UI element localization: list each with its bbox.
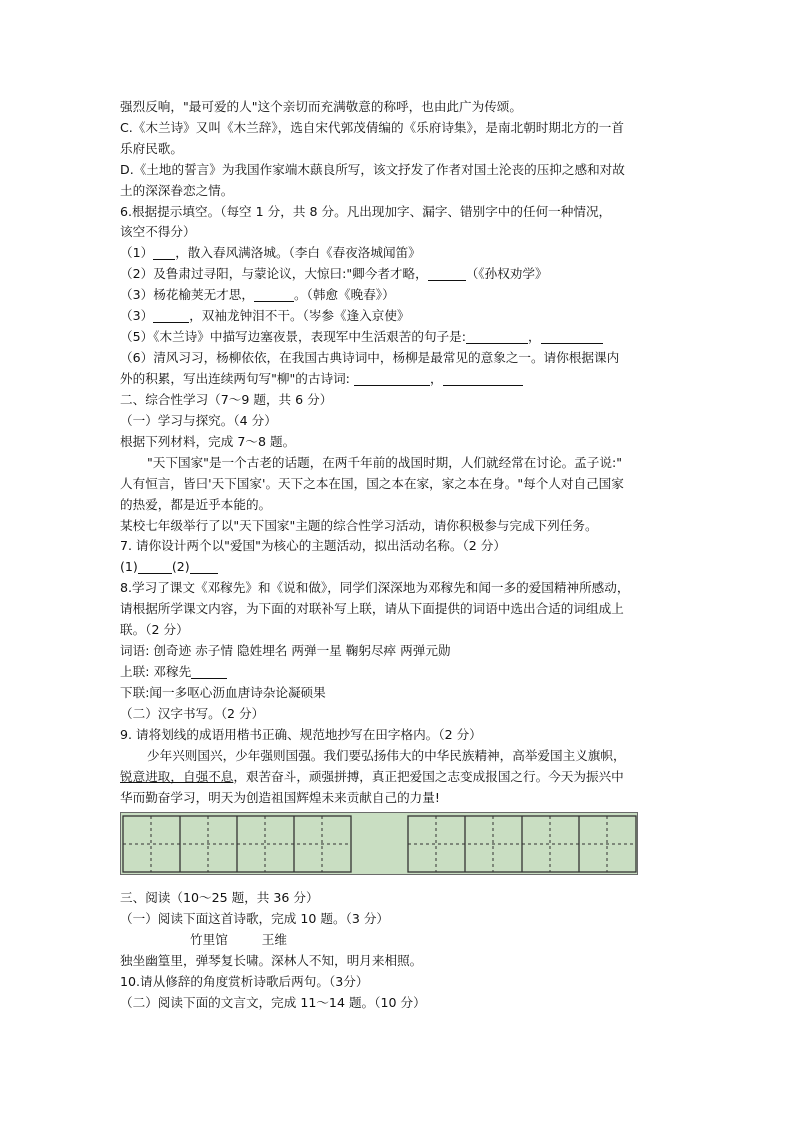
question-10-title: 10.请从修辞的角度赏析诗歌后两句。（3分） bbox=[120, 974, 369, 989]
answer-blank[interactable] bbox=[443, 371, 523, 386]
poem-text: 独坐幽篁里，弹琴复长啸。深林人不知，明月来相照。 bbox=[120, 953, 423, 968]
fill-item-2: （2）及鲁肃过寻阳，与蒙论议，大惊曰:"卿今者才略， （《孙权劝学》 bbox=[120, 266, 548, 281]
section-2-heading: 二、综合性学习（7～9 题，共 6 分） bbox=[120, 392, 333, 407]
text-line: 联。（2 分） bbox=[120, 622, 189, 637]
text-line: 强烈反响，"最可爱的人"这个亲切而充满敬意的称呼，也由此广为传颂。 bbox=[120, 99, 522, 114]
answer-blank[interactable] bbox=[428, 266, 466, 281]
poem-title-line bbox=[120, 930, 680, 950]
text-line: D.《土地的誓言》为我国作家端木蕻良所写，该文抒发了作者对国土沦丧的压抑之感和对故 bbox=[120, 162, 625, 177]
subsection-heading: （一）阅读下面这首诗歌，完成 10 题。（3 分） bbox=[120, 911, 390, 926]
couplet-upper: 上联: 邓稼先 bbox=[120, 662, 680, 682]
text-line: C.《木兰诗》又叫《木兰辞》，选自宋代郭茂倩编的《乐府诗集》，是南北朝时期北方的一首 bbox=[120, 120, 624, 135]
text-line: 的热爱，都是近乎本能的。 bbox=[120, 497, 272, 512]
fill-item-4: （3） ，双袖龙钟泪不干。（岑参《逢入京使》 bbox=[120, 308, 410, 323]
subsection-heading: （二）阅读下面的文言文，完成 11～14 题。（10 分） bbox=[120, 995, 426, 1010]
answer-blank[interactable] bbox=[153, 245, 175, 260]
fill-item-5: （5）《木兰诗》中描写边塞夜景，表现军中生活艰苦的句子是: ， bbox=[120, 327, 680, 347]
word-bank: 词语: 创奇迹 赤子情 隐姓埋名 两弹一星 鞠躬尽瘁 两弹元勋 bbox=[120, 643, 451, 658]
text-line: 该空不得分） bbox=[120, 224, 196, 239]
answer-blank[interactable] bbox=[191, 664, 227, 679]
answer-blank[interactable] bbox=[541, 329, 603, 344]
tianzige-grid-lines bbox=[121, 813, 637, 874]
answer-blank[interactable] bbox=[466, 329, 528, 344]
tianzige-writing-grid bbox=[120, 812, 638, 875]
text-line: 土的深深眷恋之情。 bbox=[120, 183, 234, 198]
answer-blank[interactable] bbox=[138, 559, 172, 574]
text-line: （6）清风习习，杨柳依依，在我国古典诗词中，杨柳是最常见的意象之一。请你根据课内 bbox=[120, 350, 620, 365]
text-line: 根据下列材料，完成 7～8 题。 bbox=[120, 434, 296, 449]
text-line: "天下国家"是一个古老的话题，在两千年前的战国时期，人们就经常在讨论。孟子说:" bbox=[147, 455, 622, 470]
answer-blank[interactable] bbox=[354, 371, 430, 386]
answer-blank[interactable] bbox=[153, 308, 189, 323]
question-8-title: 8.学习了课文《邓稼先》和《说和做》，同学们深深地为邓稼先和闻一多的爱国精神所感动， bbox=[120, 580, 630, 595]
subsection-heading: （一）学习与探究。（4 分） bbox=[120, 413, 277, 428]
couplet-lower: 下联:闻一多呕心沥血唐诗杂论凝硕果 bbox=[120, 685, 326, 700]
text-line: 某校七年级举行了以"天下国家"主题的综合性学习活动，请你积极参与完成下列任务。 bbox=[120, 518, 598, 533]
poem-title: 竹里馆 bbox=[190, 932, 228, 947]
text-line: 乐府民歌。 bbox=[120, 141, 183, 156]
text-line: 少年兴则国兴，少年强则国强。我们要弘扬伟大的中华民族精神，高举爱国主义旗帜， bbox=[147, 748, 626, 763]
fill-item-1: （1） ，散入春风满洛城。（李白《春夜洛城闻笛》 bbox=[120, 245, 421, 260]
section-3-heading: 三、阅读（10～25 题，共 36 分） bbox=[120, 890, 319, 905]
answer-blank[interactable] bbox=[254, 287, 294, 302]
poem-author: 王维 bbox=[261, 932, 287, 947]
subsection-heading: （二）汉字书写。（2 分） bbox=[120, 706, 265, 721]
fill-item-3: （3）杨花榆荚无才思， 。（韩愈《晚春》） bbox=[120, 287, 395, 302]
question-7-title: 7. 请你设计两个以"爱国"为核心的主题活动，拟出活动名称。（2 分） bbox=[120, 538, 506, 553]
text-line: 请根据所学课文内容，为下面的对联补写上联，请从下面提供的词语中选出合适的词组成上 bbox=[120, 601, 624, 616]
fill-item-7: (1) (2) bbox=[120, 557, 680, 577]
underlined-idioms: 锐意进取，自强不息 bbox=[120, 769, 234, 784]
question-9-title: 9. 请将划线的成语用楷书正确、规范地抄写在田字格内。（2 分） bbox=[120, 727, 482, 742]
text-line: 人有恒言，皆曰'天下国家'。天下之本在国，国之本在家，家之本在身。"每个人对自己国家 bbox=[120, 476, 624, 491]
text-line-underlined: 锐意进取，自强不息，艰苦奋斗，顽强拼搏，真正把爱国之志变成报国之行。今天为振兴中 bbox=[120, 769, 624, 784]
question-6-title: 6.根据提示填空。（每空 1 分，共 8 分。凡出现加字、漏字、错别字中的任何一种情况， bbox=[120, 204, 612, 219]
answer-blank[interactable] bbox=[190, 559, 218, 574]
text-line: 华而勤奋学习，明天为创造祖国辉煌未来贡献自己的力量! bbox=[120, 790, 440, 805]
fill-item-6: 外的积累，写出连续两句写"柳"的古诗词: ， bbox=[120, 369, 680, 389]
